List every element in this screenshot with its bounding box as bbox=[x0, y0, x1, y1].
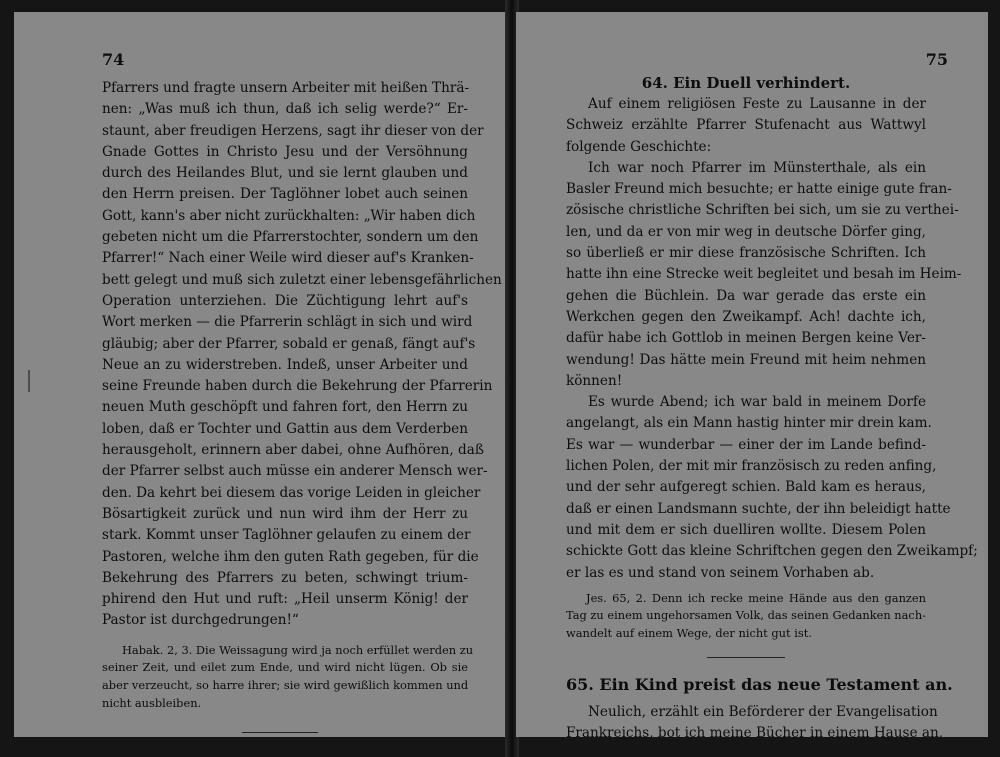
text-line: stark. Kommt unser Taglöhner gelaufen zu einem der bbox=[102, 527, 471, 544]
note-line: wandelt auf einem Wege, der nicht gut ist. bbox=[566, 626, 812, 641]
text-line: seine Freunde haben durch die Bekehrung der Pfarrerin bbox=[102, 378, 493, 395]
left-scripture-note bbox=[102, 642, 474, 712]
right-page bbox=[516, 12, 988, 741]
text-line: Neulich, erzählt ein Beförderer der Evangelisation bbox=[588, 703, 938, 720]
text-line: Pfarrers und fragte unsern Arbeiter mit heißen Thrä- bbox=[102, 80, 470, 96]
text-line: neuen Muth geschöpft und fahren fort, den Herrn zu bbox=[102, 399, 468, 416]
right-body-text bbox=[566, 94, 978, 584]
text-line: wendung! Das hätte mein Freund mit heim nehmen bbox=[566, 351, 926, 368]
right-scripture-note bbox=[566, 590, 926, 643]
right-page-number: 75 bbox=[925, 50, 948, 69]
text-line: Auf einem religiösen Feste zu Lausanne in der bbox=[588, 96, 926, 112]
text-line: Wort merken — die Pfarrerin schlägt in sich und wird bbox=[102, 314, 473, 331]
text-line: den. Da kehrt bei diesem das vorige Leiden in gleicher bbox=[102, 484, 481, 501]
text-line: schickte Gott das kleine Schriftchen gegen den Zweikampf; bbox=[566, 543, 978, 560]
text-line: gläubig; aber der Pfarrer, sobald er genaß, fängt auf's bbox=[102, 335, 476, 352]
text-line: Pastor ist durchgedrungen!“ bbox=[102, 612, 299, 629]
text-line: angelangt, als ein Mann hastig hinter mir drein kam. bbox=[566, 415, 932, 432]
text-line: Frankreichs, bot ich meine Bücher in einem Hause an, bbox=[566, 724, 944, 741]
text-line: den Herrn preisen. Der Taglöhner lobet auch seinen bbox=[102, 186, 468, 203]
text-line: gehen die Büchlein. Da war gerade das erste ein bbox=[566, 287, 926, 304]
text-line: können! bbox=[566, 372, 623, 389]
text-line: und mit dem er sich duelliren wollte. Diesem Polen bbox=[566, 521, 926, 538]
text-line: durch des Heilandes Blut, und sie lernt glauben und bbox=[102, 165, 468, 182]
note-line: aber verzeucht, so harre ihrer; sie wird gewißlich kommen und bbox=[102, 677, 469, 692]
text-line: Bösartigkeit zurück und nun wird ihm der Herr zu bbox=[102, 505, 468, 522]
note-line: Tag zu einem ungehorsamen Volk, das seinen Gedanken nach- bbox=[566, 608, 926, 623]
text-line: Operation unterziehen. Die Züchtigung lehrt auf's bbox=[102, 292, 468, 309]
text-line: der Pfarrer selbst auch müsse ein anderer Mensch wer- bbox=[102, 463, 488, 480]
text-line: Basler Freund mich besuchte; er hatte einige gute fran- bbox=[566, 181, 952, 198]
text-line: und der sehr aufgeregt schien. Bald kam es heraus, bbox=[566, 479, 926, 496]
text-line: nen: „Was muß ich thun, daß ich selig werde?“ Er- bbox=[102, 101, 468, 118]
text-line: Es war — wunderbar — einer der im Lande befind- bbox=[566, 436, 926, 453]
text-line: so überließ er mir diese französische Schriften. Ich bbox=[566, 245, 926, 262]
text-line: Pastoren, welche ihm den guten Rath gegeben, für die bbox=[102, 548, 479, 565]
text-line: Pfarrer!“ Nach einer Weile wird dieser auf's Kranken- bbox=[102, 250, 474, 267]
note-line: seiner Zeit, und eilet zum Ende, und wird nicht lügen. Ob sie bbox=[102, 660, 468, 675]
text-line: Werkchen gegen den Zweikampf. Ach! dachte ich, bbox=[566, 308, 926, 325]
text-line: loben, daß er Tochter und Gattin aus dem Verderben bbox=[102, 420, 468, 437]
text-line: len, und da er von mir weg in deutsche Dörfer ging, bbox=[566, 223, 926, 240]
text-line: lichen Polen, der mit mir französisch zu reden anfing, bbox=[566, 458, 937, 475]
section-heading-64: 64. Ein Duell verhindert. bbox=[641, 74, 851, 92]
section-heading-65: 65. Ein Kind preist das neue Testament an. bbox=[566, 674, 953, 694]
right-body-text-2 bbox=[566, 702, 944, 745]
text-line: herausgeholt, erinnern aber dabei, ohne Aufhören, daß bbox=[102, 442, 484, 459]
margin-mark bbox=[28, 370, 30, 392]
text-line: folgende Geschichte: bbox=[566, 138, 712, 155]
text-line: daß er einen Landsmann suchte, der ihn beleidigt hatte bbox=[566, 500, 951, 517]
text-line: gebeten nicht um die Pfarrerstochter, sondern um den bbox=[102, 229, 479, 246]
note-line: Habak. 2, 3. Die Weissagung wird ja noch erfüllet werden zu bbox=[122, 642, 474, 657]
text-line: Es wurde Abend; ich war bald in meinem Dorfe bbox=[588, 394, 926, 411]
text-line: Neue an zu widerstreben. Indeß, unser Arbeiter und bbox=[102, 356, 468, 373]
text-line: Ich war noch Pfarrer im Münsterthale, als ein bbox=[588, 159, 926, 176]
text-line: Schweiz erzählte Pfarrer Stufenacht aus Wattwyl bbox=[566, 117, 926, 134]
text-line: Bekehrung des Pfarrers zu beten, schwingt trium- bbox=[102, 569, 468, 586]
text-line: Gott, kann's aber nicht zurückhalten: „Wir haben dich bbox=[102, 207, 476, 224]
note-line: Jes. 65, 2. Denn ich recke meine Hände aus den ganzen bbox=[586, 590, 926, 605]
text-line: staunt, aber freudigen Herzens, sagt ihr dieser von der bbox=[102, 122, 484, 139]
text-line: bett gelegt und muß sich zuletzt einer lebensgefährlichen bbox=[102, 271, 502, 288]
section-divider bbox=[707, 657, 785, 658]
text-line: phirend den Hut und ruft: „Heil unserm König! der bbox=[102, 591, 468, 608]
left-page bbox=[14, 12, 508, 737]
text-line: hatte ihn eine Strecke weit begleitet und besah im Heim- bbox=[566, 266, 962, 283]
text-line: zösische christliche Schriften bei sich, um sie zu verthei- bbox=[566, 202, 959, 219]
left-page-number: 74 bbox=[102, 50, 125, 69]
note-line: nicht ausbleiben. bbox=[102, 695, 202, 710]
left-body-text bbox=[102, 78, 502, 632]
text-line: Gnade Gottes in Christo Jesu und der Versöhnung bbox=[102, 143, 468, 160]
text-line: dafür habe ich Gottlob in meinen Bergen keine Ver- bbox=[566, 330, 926, 347]
section-divider bbox=[242, 732, 318, 733]
text-line: er las es und stand von seinem Vorhaben ab. bbox=[566, 564, 875, 581]
